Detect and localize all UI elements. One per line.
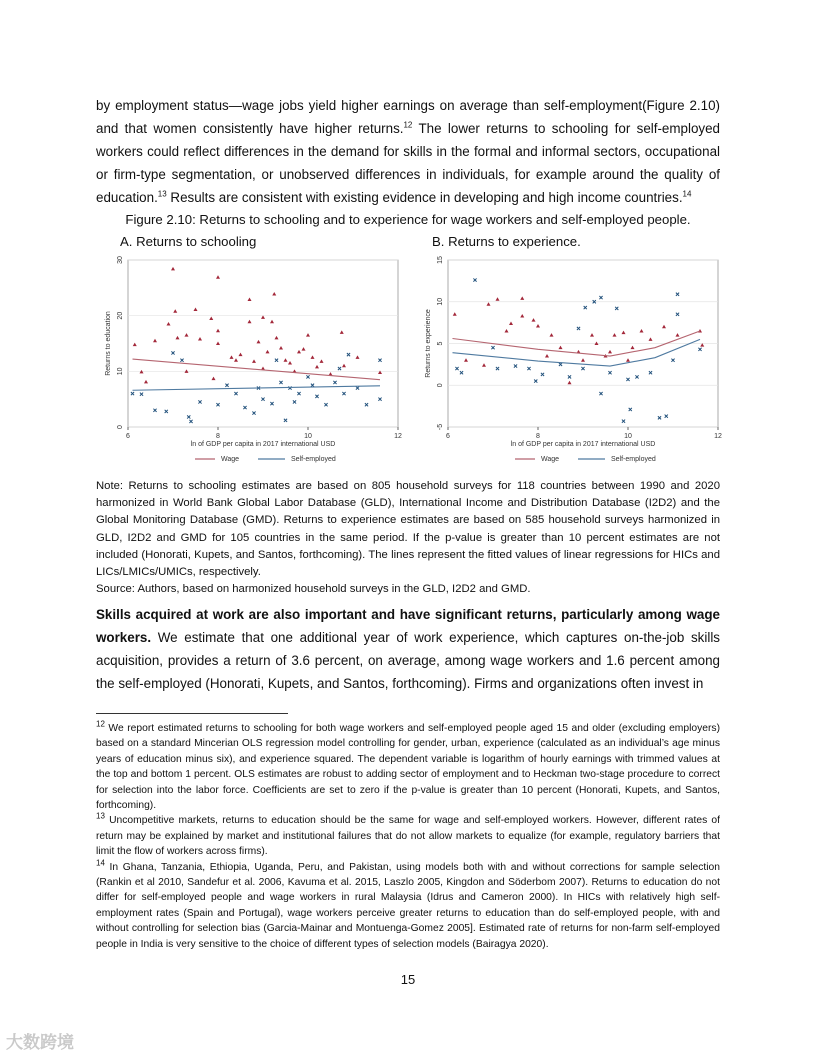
page-number: 15: [400, 972, 416, 987]
x-tick-label: 6: [126, 433, 130, 440]
footnote-text: Uncompetitive markets, returns to education should be the same for wage and self-employed workers. However, different rates of return may be explained by market and institutional failures that do not allow markets to equalize (for example, regulatory barriers that limit the flow of workers across firms).: [96, 815, 720, 858]
body-paragraph-1: [96, 94, 720, 209]
x-tick-label: 12: [394, 433, 402, 440]
text: We estimate that one additional year of work experience, which captures on-the-job skills acquisition, provides a return of 3.6 percent, on average, among wage workers and 1.6 percent among the self-employed (Honorati, Kupets, and Santos, forthcoming). Firms and organizations often invest in: [96, 630, 720, 691]
returns-to-experience-chart: [420, 255, 730, 470]
y-axis-label: Returns to experience: [425, 309, 432, 378]
footnote-number: 12: [96, 719, 105, 729]
x-tick-label: 8: [536, 433, 540, 440]
y-tick-label: 30: [117, 256, 124, 264]
footnote-14: [96, 860, 720, 952]
note-text: Note: Returns to schooling estimates are based on 805 household surveys for 118 countries between 1990 and 2020 harmonized in World Bank Global Labor Database (GLD), International Income and Distribution Database (I2D2) and the Global Monitoring Database (GMD). Returns to experience estimates are based on 585 household surveys harmonized in GLD, I2D2 and GMD for 105 countries in the same period. If the p-value is greater than 10 percent estimates are not included (Honorati, Kupets, and Santos, forthcoming). The lines represent the fitted values of linear regressions for HICs and LICs/LMICs/UMICs, respectively.: [96, 480, 720, 579]
footnote-13: [96, 813, 720, 859]
legend-wage-label: Wage: [221, 456, 240, 463]
returns-to-schooling-chart: [100, 255, 410, 470]
x-tick-label: 12: [714, 433, 722, 440]
legend-self-label: Self-employed: [611, 456, 656, 463]
footnote-number: 14: [96, 858, 105, 868]
footnote-ref[interactable]: 14: [682, 189, 692, 199]
y-tick-label: 0: [437, 383, 444, 388]
y-tick-label: 10: [117, 367, 124, 376]
watermark-logo: 大数跨境: [6, 1033, 74, 1052]
figure-note: [96, 478, 720, 598]
x-axis-label: ln of GDP per capita in 2017 international USD: [510, 441, 656, 448]
y-tick-label: 20: [117, 311, 124, 320]
text: The lower returns to schooling for self-employed workers could reflect differences in the demand for skills in the formal and informal sectors, occupational or firm-type segmentation, or unobserved differences in individuals, for example around the quality of education.: [96, 121, 720, 205]
panel-a-title: A. Returns to schooling: [120, 234, 257, 249]
y-axis-label: Returns to education: [105, 311, 112, 376]
footnote-ref[interactable]: 12: [403, 120, 413, 130]
y-tick-label: -5: [437, 423, 444, 431]
x-tick-label: 10: [624, 433, 632, 440]
footnote-text: We report estimated returns to schooling for both wage workers and self-employed people aged 15 and older (excluding employers) based on a standard Mincerian OLS regression model controlling for gender, urban, experience (calculated as an individual’s age minus years of education minus six), and experience squared. The dependent variable is logarithm of hourly earnings with trimmed values at the top and bottom 1 percent. OLS estimates are robust to adding sector of employment and to Heckman two-stage procedure to correct for selection into the labor force. Coefficients are set to zero if the p-value is greater than 10 percent (Honorati, Kupets, and Santos, forthcoming).: [96, 723, 720, 812]
y-tick-label: 10: [437, 297, 444, 306]
plot-area: [128, 260, 398, 427]
legend-self-label: Self-employed: [291, 456, 336, 463]
source-text: Source: Authors, based on harmonized household surveys in the GLD, I2D2 and GMD.: [96, 583, 531, 596]
x-axis-label: ln of GDP per capita in 2017 international USD: [190, 441, 336, 448]
panel-b-title: B. Returns to experience.: [432, 234, 581, 249]
figure-caption: Figure 2.10: Returns to schooling and to experience for wage workers and self-employed people.: [125, 212, 691, 227]
x-tick-label: 10: [304, 433, 312, 440]
footnotes: [96, 721, 720, 952]
legend-wage-label: Wage: [541, 456, 560, 463]
footnote-divider: [96, 713, 288, 714]
text: Results are consistent with existing evidence in developing and high income countries.: [166, 190, 683, 205]
body-paragraph-2: [96, 603, 720, 695]
y-tick-label: 0: [117, 425, 124, 429]
y-tick-label: 5: [437, 341, 444, 346]
footnote-text: In Ghana, Tanzania, Ethiopia, Uganda, Peru, and Pakistan, using models both with and without corrections for sample selection (Rankin et al 2010, Sandefur et al. 2006, Kavuma et al. 2015, Laszlo 2005, Kingdon and Söderbom 2007). Returns to education do not differ for self-employed people and wage workers in rural Malaysia (Idrus and Cameron 2000). In HICs with relatively high self-employment rates (Spain and Portugal), wage workers perceive greater returns to education than do self-employed people, with and without controlling for selection bias (Garcia-Mainar and Montuenga-Gomez 2005]. Estimated rate of returns for non-farm self-employed people in India is very sensitive to the choice of different types of selection models (Bairagya 2020).: [96, 861, 720, 950]
footnote-12: [96, 721, 720, 813]
x-tick-label: 6: [446, 433, 450, 440]
bold-lead: Skills acquired at work are also important and have significant returns, particularly among wage workers.: [96, 607, 720, 645]
footnote-number: 13: [96, 812, 105, 822]
footnote-ref[interactable]: 13: [157, 189, 167, 199]
text: by employment status—wage jobs yield higher earnings on average than self-employment(Figure 2.10) and that women consistently have higher returns.: [96, 98, 720, 136]
x-tick-label: 8: [216, 433, 220, 440]
y-tick-label: 15: [437, 256, 444, 264]
